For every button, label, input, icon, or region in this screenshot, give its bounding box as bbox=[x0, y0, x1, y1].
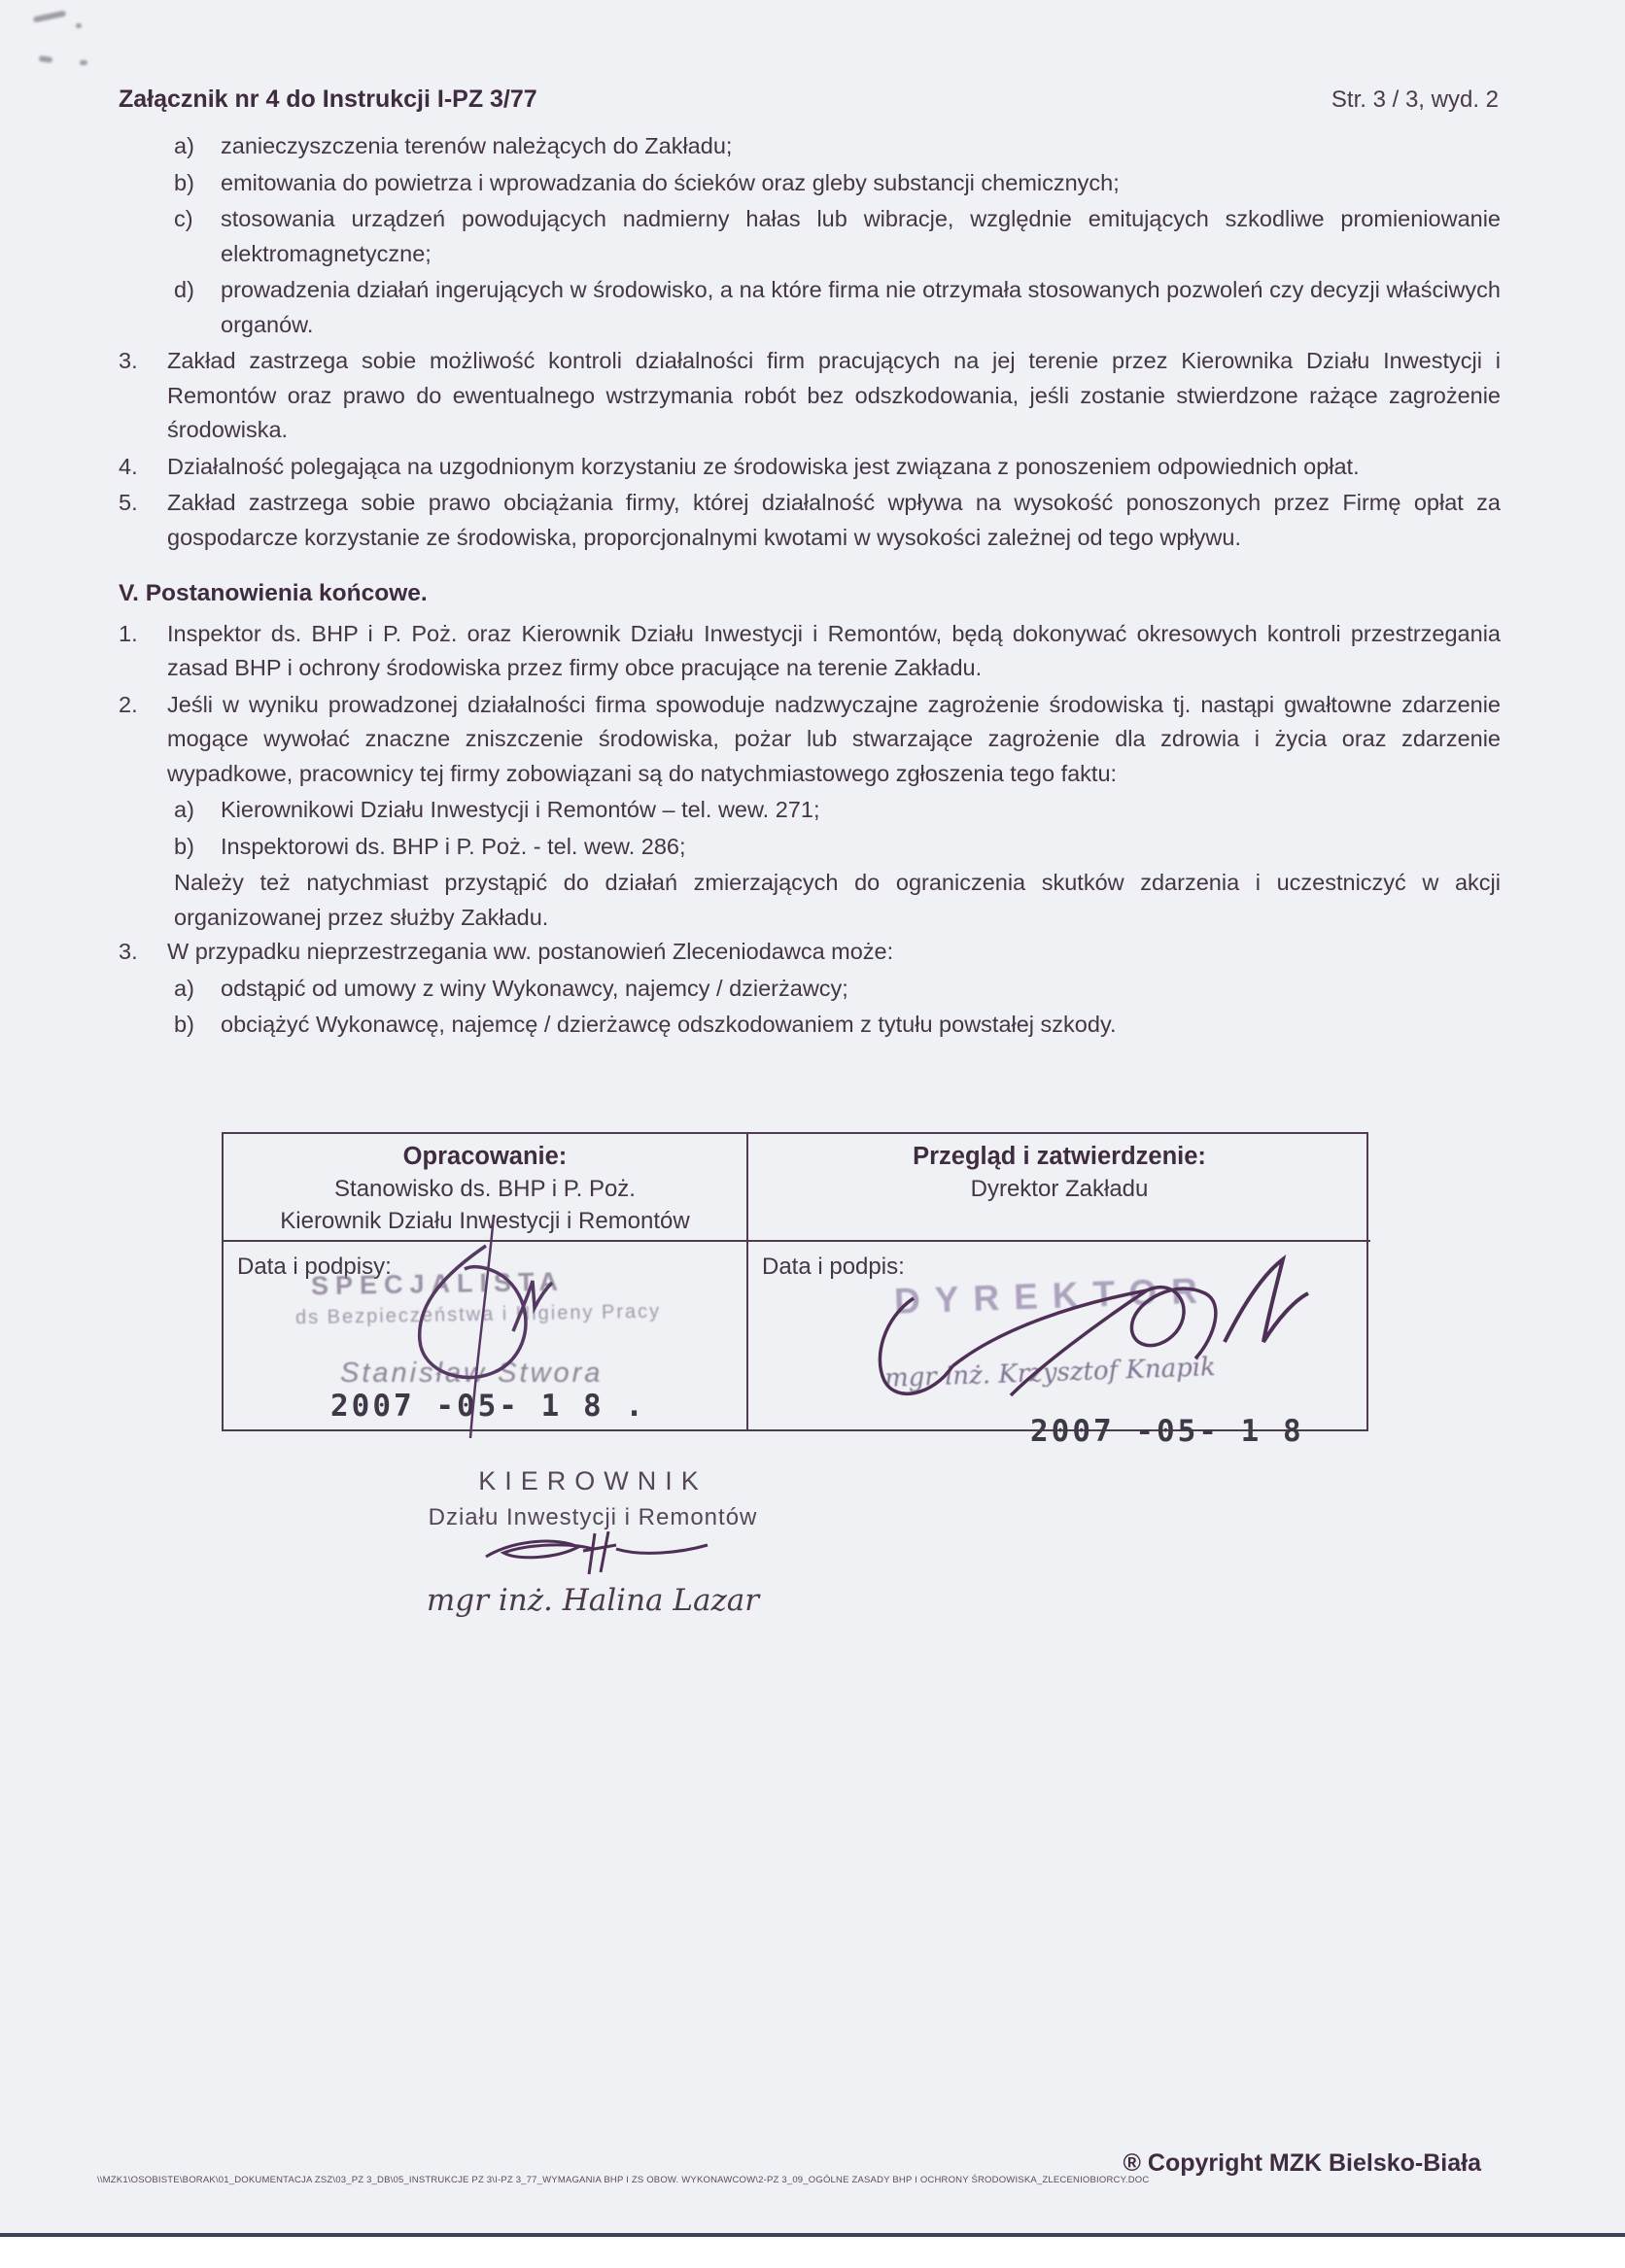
table-header-role: Stanowisko ds. BHP i P. Poż. bbox=[334, 1175, 636, 1202]
table-header-zatwierdzenie bbox=[746, 1134, 1370, 1242]
table-header-title: Opracowanie: bbox=[402, 1142, 568, 1170]
list-marker: 3. bbox=[119, 348, 138, 373]
section-title: V. Postanowienia końcowe. bbox=[119, 580, 428, 606]
file-path-footer: \\MZK1\OSOBISTE\BORAK\01_DOKUMENTACJA ZSZ\03_PZ 3_DB\05_INSTRUKCJE PZ 3\I-PZ 3_77_WYMAGANIA BHP I ZS OBOW. WYKONAWCOW\2-PZ 3_09_OGÓLNE ZASADY BHP I OCHRONY ŚRODOWISKA_ZLECENIOBIORCY.DOC bbox=[97, 2175, 1150, 2185]
list-text: zanieczyszczenia terenów należących do Zakładu; bbox=[221, 133, 733, 158]
list-marker: c) bbox=[174, 206, 193, 231]
list-item bbox=[174, 1008, 1501, 1043]
list-item bbox=[174, 273, 1501, 342]
list-text: Inspektorowi ds. BHP i P. Poż. - tel. wew. 286; bbox=[221, 833, 686, 859]
list-text: prowadzenia działań ingerujących w środowisko, a na które firma nie otrzymała stosowanych pozwoleń czy decyzji właściwych organów. bbox=[221, 277, 1501, 337]
list-marker: a) bbox=[174, 133, 194, 158]
table-header-title: Przegląd i zatwierdzenie: bbox=[913, 1142, 1206, 1170]
list-text: Jeśli w wyniku prowadzonej działalności firma spowoduje nadzwyczajne zagrożenie środowiska tj. nastąpi gwałtowne zdarzenie mogące wywołać znaczne zniszczenie środowiska, pożar lub stwarzające zagrożenie dla zdrowia i życia oraz zdarzenie wypadkowe, pracownicy tej firmy zobowiązani są do natychmiastowego zgłoszenia tego faktu: bbox=[167, 691, 1501, 786]
list-text: stosowania urządzeń powodujących nadmierny hałas lub wibracje, względnie emitujących szkodliwe promieniowanie elektromagnetyczne; bbox=[221, 206, 1501, 266]
list-marker: d) bbox=[174, 277, 194, 302]
list-text: Zakład zastrzega sobie prawo obciążania firmy, której działalność wpływa na wysokość ponoszonych przez Firmę opłat za gospodarcze korzystanie ze środowiska, proporcjonalnymi kwotami w wysokości zależnej od tego wpływu. bbox=[167, 490, 1501, 550]
list-marker: b) bbox=[174, 169, 194, 195]
director-stamp-text: DYREKTOR bbox=[893, 1269, 1213, 1322]
page-bottom-edge bbox=[0, 2233, 1625, 2237]
date-stamp: 2007 -05- 1 8 . bbox=[330, 1388, 646, 1424]
list-text: Inspektor ds. BHP i P. Poż. oraz Kierownik Działu Inwestycji i Remontów, będą dokonywać okresowych kontroli przestrzegania zasad BHP i ochrony środowiska przez firmy obce pracujące na terenie Zakładu. bbox=[167, 620, 1501, 680]
table-header-role: Kierownik Działu Inwestycji i Remontów bbox=[280, 1207, 690, 1234]
specialist-name-stamp: Stanisław Stwora bbox=[340, 1357, 604, 1389]
table-header-opracowanie bbox=[224, 1134, 746, 1242]
list-text: odstąpić od umowy z winy Wykonawcy, najemcy / dzierżawcy; bbox=[221, 975, 848, 1001]
approval-table bbox=[222, 1132, 1368, 1449]
kierownik-stamp-title: KIEROWNIK bbox=[478, 1465, 708, 1495]
list-text: W przypadku nieprzestrzegania ww. postanowień Zleceniodawca może: bbox=[167, 939, 894, 964]
list-item bbox=[119, 935, 1501, 970]
table-header-role: Dyrektor Zakładu bbox=[970, 1175, 1149, 1202]
list-text: Kierownikowi Działu Inwestycji i Remontów – tel. wew. 271; bbox=[221, 797, 820, 822]
date-signature-label: Data i podpisy: bbox=[237, 1253, 392, 1280]
list-marker: 2. bbox=[119, 691, 138, 717]
table-cell-left-signature bbox=[224, 1242, 746, 1429]
list-text: obciążyć Wykonawcę, najemcę / dzierżawcę odszkodowaniem z tytułu powstałej szkody. bbox=[221, 1012, 1117, 1037]
list-item bbox=[174, 202, 1501, 271]
director-name-stamp: mgr inż. Krzysztof Knapik bbox=[883, 1352, 1217, 1393]
note-paragraph: Należy też natychmiast przystąpić do działań zmierzających do ograniczenia skutków zdarzenia i uczestniczyć w akcji organizowanej przez służby Zakładu. bbox=[174, 870, 1501, 930]
copyright-notice: ® Copyright MZK Bielsko-Biała bbox=[1123, 2149, 1481, 2177]
table-cell-right-signature bbox=[746, 1242, 1370, 1449]
kierownik-stamp-subtitle: Działu Inwestycji i Remontów bbox=[428, 1504, 758, 1530]
list-marker: b) bbox=[174, 1012, 194, 1037]
list-marker: a) bbox=[174, 975, 194, 1001]
list-item bbox=[174, 972, 1501, 1007]
date-stamp: 2007 -05- 1 8 bbox=[1030, 1413, 1304, 1449]
list-item bbox=[174, 793, 1501, 828]
specialist-stamp-text: ds Bezpieczeństwa i Higieny Pracy bbox=[294, 1300, 662, 1328]
kierownik-stamp-block bbox=[379, 1464, 807, 1619]
list-marker: 4. bbox=[119, 453, 138, 479]
list-item bbox=[119, 450, 1501, 485]
list-item bbox=[119, 617, 1501, 686]
list-marker: 5. bbox=[119, 490, 138, 515]
list-text: emitowania do powietrza i wprowadzania do ścieków oraz gleby substancji chemicznych; bbox=[221, 169, 1120, 195]
list-marker: 1. bbox=[119, 620, 138, 646]
handwritten-signature bbox=[447, 1531, 739, 1576]
kierownik-name: mgr inż. Halina Lazar bbox=[426, 1582, 760, 1618]
date-signature-label: Data i podpis: bbox=[762, 1253, 905, 1280]
document-body bbox=[119, 129, 1501, 1618]
list-marker: b) bbox=[174, 833, 194, 859]
list-text: Działalność polegająca na uzgodnionym korzystaniu ze środowiska jest związana z ponoszeniem odpowiednich opłat. bbox=[167, 453, 1360, 479]
list-item bbox=[174, 166, 1501, 201]
page-number-label: Str. 3 / 3, wyd. 2 bbox=[1331, 86, 1499, 113]
specialist-stamp-text: SPECJALISTA bbox=[310, 1266, 566, 1300]
list-item bbox=[119, 688, 1501, 792]
list-item bbox=[174, 129, 1501, 164]
list-marker: 3. bbox=[119, 939, 138, 964]
document-header bbox=[119, 86, 1499, 114]
list-item bbox=[174, 830, 1501, 865]
list-item bbox=[119, 344, 1501, 448]
list-item bbox=[119, 486, 1501, 555]
attachment-title: Załącznik nr 4 do Instrukcji I-PZ 3/77 bbox=[119, 86, 537, 113]
list-marker: a) bbox=[174, 797, 194, 822]
list-text: Zakład zastrzega sobie możliwość kontroli działalności firm pracujących na jej terenie przez Kierownika Działu Inwestycji i Remontów oraz prawo do ewentualnego wstrzymania robót bez odszkodowania, jeśli zostanie stwierdzone rażące zagrożenie środowiska. bbox=[167, 348, 1501, 442]
